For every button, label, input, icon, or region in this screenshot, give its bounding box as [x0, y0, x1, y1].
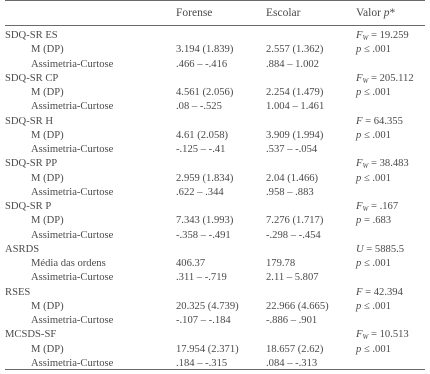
scale-header-row — [5, 115, 425, 129]
table-row — [5, 43, 425, 57]
table-row — [5, 257, 425, 271]
row-label: M (DP) — [31, 44, 64, 56]
escolar-cell: .537 – -.054 — [266, 144, 318, 155]
row-label: M (DP) — [31, 172, 64, 184]
table-row — [5, 214, 425, 228]
row-label: M (DP) — [31, 87, 64, 98]
row-label: Média das ordens — [31, 258, 106, 269]
top-rule — [5, 0, 425, 1]
escolar-cell: 18.657 (2.62) — [266, 343, 324, 355]
escolar-cell: .084 – -.313 — [266, 357, 318, 369]
header-valor: Valor p* — [356, 7, 396, 19]
valor-cell: p ≤ .001 — [356, 87, 391, 98]
escolar-cell: -.298 – -.454 — [266, 229, 321, 241]
escolar-cell: 2.557 (1.362) — [266, 44, 324, 56]
valor-cell: p ≤ .001 — [356, 44, 391, 56]
valor-cell: $F_W = 19.259$ — [356, 30, 409, 42]
table-row — [5, 143, 425, 157]
table-row — [5, 100, 425, 114]
row-label: Assimetria-Curtose — [31, 229, 114, 241]
escolar-cell: -.886 – .901 — [266, 315, 318, 326]
forense-cell: -.358 – -.491 — [176, 229, 231, 241]
row-label: M (DP) — [31, 300, 64, 312]
forense-cell: 17.954 (2.371) — [176, 343, 239, 355]
table-row — [5, 300, 425, 314]
scale-header-row — [5, 243, 425, 257]
forense-cell: 4.561 (2.056) — [176, 87, 234, 98]
table-row — [5, 129, 425, 143]
escolar-cell: .884 – 1.002 — [266, 58, 319, 70]
scale-header-row — [5, 72, 425, 86]
row-label: Assimetria-Curtose — [31, 101, 114, 113]
valor-cell: p ≤ .001 — [356, 129, 391, 141]
table-row — [5, 86, 425, 100]
escolar-cell: 2.04 (1.466) — [266, 172, 319, 184]
forense-cell: -.107 – -.184 — [176, 315, 231, 326]
row-label: Assimetria-Curtose — [31, 357, 114, 369]
valor-cell: p = .683 — [356, 215, 392, 227]
table-row — [5, 343, 425, 357]
forense-cell: .08 – -.525 — [176, 101, 222, 113]
row-label: Assimetria-Curtose — [31, 58, 114, 70]
scale-name: SDQ-SR CP — [5, 72, 59, 84]
table-row — [5, 58, 425, 72]
forense-cell: .622 – .344 — [176, 186, 224, 198]
forense-cell: 3.194 (1.839) — [176, 44, 234, 56]
row-label: M (DP) — [31, 215, 64, 227]
scale-header-row — [5, 286, 425, 300]
bottom-rule — [5, 369, 425, 370]
valor-cell: $F_W = 38.483$ — [356, 158, 409, 171]
valor-cell: F = 64.355 — [356, 115, 403, 127]
valor-cell: $F_W = 10.513$ — [356, 329, 409, 342]
forense-cell: 7.343 (1.993) — [176, 215, 234, 227]
forense-cell: 406.37 — [176, 258, 206, 269]
row-label: M (DP) — [31, 129, 64, 141]
forense-cell: .311 – -.719 — [176, 272, 227, 284]
scale-name: SDQ-SR PP — [5, 158, 58, 170]
escolar-cell: 2.254 (1.479) — [266, 87, 324, 98]
forense-cell: .466 – -.416 — [176, 58, 228, 70]
escolar-cell: 2.11 – 5.807 — [266, 272, 319, 284]
escolar-cell: 3.909 (1.994) — [266, 129, 324, 141]
valor-cell: F = 42.394 — [356, 286, 403, 298]
forense-cell: 20.325 (4.739) — [176, 300, 239, 312]
scale-header-row — [5, 157, 425, 171]
scale-name: RSES — [5, 286, 31, 298]
scale-name: SDQ-SR ES — [5, 30, 58, 41]
header-escolar: Escolar — [266, 7, 301, 19]
scale-name: MCSDS-SF — [5, 329, 57, 341]
forense-cell: .184 – -.315 — [176, 357, 228, 369]
escolar-cell: 22.966 (4.665) — [266, 300, 329, 312]
escolar-cell: 1.004 – 1.461 — [266, 101, 325, 113]
table-row — [5, 172, 425, 186]
table-row — [5, 186, 425, 200]
forense-cell: 4.61 (2.058) — [176, 129, 229, 141]
valor-cell: p ≤ .001 — [356, 172, 391, 184]
valor-cell: $F_W = .167$ — [356, 201, 399, 213]
row-label: Assimetria-Curtose — [31, 144, 114, 155]
row-label: M (DP) — [31, 343, 64, 355]
row-label: Assimetria-Curtose — [31, 272, 114, 284]
table-row — [5, 271, 425, 285]
table-row — [5, 229, 425, 243]
valor-cell: U = 5885.5 — [356, 243, 405, 255]
scale-header-row — [5, 200, 425, 214]
scale-name: ASRDS — [5, 243, 40, 255]
valor-cell: p ≤ .001 — [356, 343, 391, 355]
scale-header-row — [5, 328, 425, 342]
escolar-cell: 179.78 — [266, 258, 296, 269]
forense-cell: 2.959 (1.834) — [176, 172, 234, 184]
forense-cell: -.125 – -.41 — [176, 144, 226, 155]
row-label: Assimetria-Curtose — [31, 186, 114, 198]
escolar-cell: .958 – .883 — [266, 186, 314, 198]
header-forense: Forense — [176, 7, 213, 19]
row-label: Assimetria-Curtose — [31, 315, 114, 326]
table-row — [5, 314, 425, 328]
valor-cell: p ≤ .001 — [356, 300, 391, 312]
header-rule — [5, 25, 425, 26]
valor-cell: p ≤ .001 — [356, 258, 391, 269]
scale-name: SDQ-SR P — [5, 201, 52, 212]
valor-cell: $F_W = 205.112$ — [356, 72, 414, 85]
scale-name: SDQ-SR H — [5, 115, 53, 127]
scale-header-row — [5, 29, 425, 43]
escolar-cell: 7.276 (1.717) — [266, 215, 324, 227]
